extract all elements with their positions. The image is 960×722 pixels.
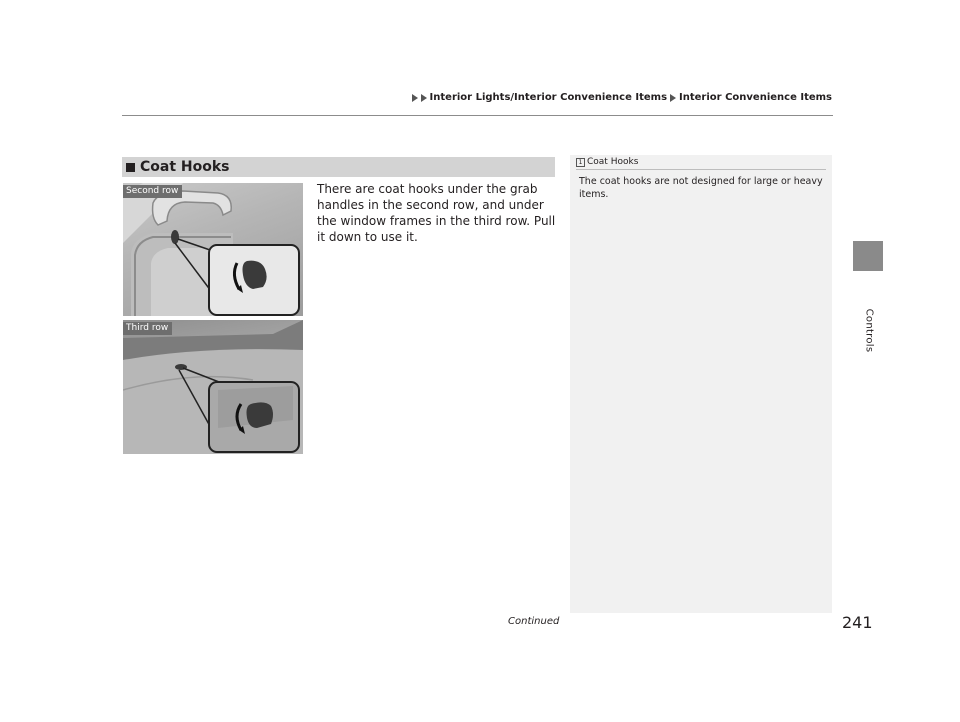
note-title: Coat Hooks (587, 157, 639, 167)
square-bullet-icon (126, 163, 135, 172)
chapter-tab-marker (853, 241, 883, 271)
chapter-tab-label[interactable] (849, 300, 889, 360)
page-number: 241 (842, 613, 873, 632)
second-row-photo (123, 183, 303, 316)
breadcrumb (412, 92, 832, 103)
section-heading (122, 157, 555, 177)
continued-label: Continued (508, 616, 560, 627)
breadcrumb-arrow-icon (670, 94, 676, 102)
breadcrumb-arrow-icon (412, 94, 418, 102)
note-heading (576, 157, 826, 170)
grab-handle-illustration (123, 183, 303, 316)
body-text: There are coat hooks under the grab handles in the second row, and under the window frames in the third row. Pull it down to use it. (317, 182, 556, 244)
note-text: The coat hooks are not designed for large or heavy items. (579, 176, 823, 200)
window-frame-hook-illustration (123, 320, 303, 454)
chapter-tab-text: Controls (863, 308, 875, 352)
image-label: Third row (123, 322, 172, 335)
note-marker-icon: 1 (576, 158, 585, 167)
image-label: Second row (123, 185, 182, 198)
section-title: Coat Hooks (140, 159, 230, 175)
breadcrumb-item[interactable]: Interior Convenience Items (679, 92, 832, 103)
header-rule (122, 115, 833, 116)
side-note-panel (570, 155, 832, 613)
breadcrumb-item[interactable]: Interior Lights/Interior Convenience Items (429, 92, 668, 103)
breadcrumb-arrow-icon (421, 94, 427, 102)
third-row-photo (123, 320, 303, 454)
